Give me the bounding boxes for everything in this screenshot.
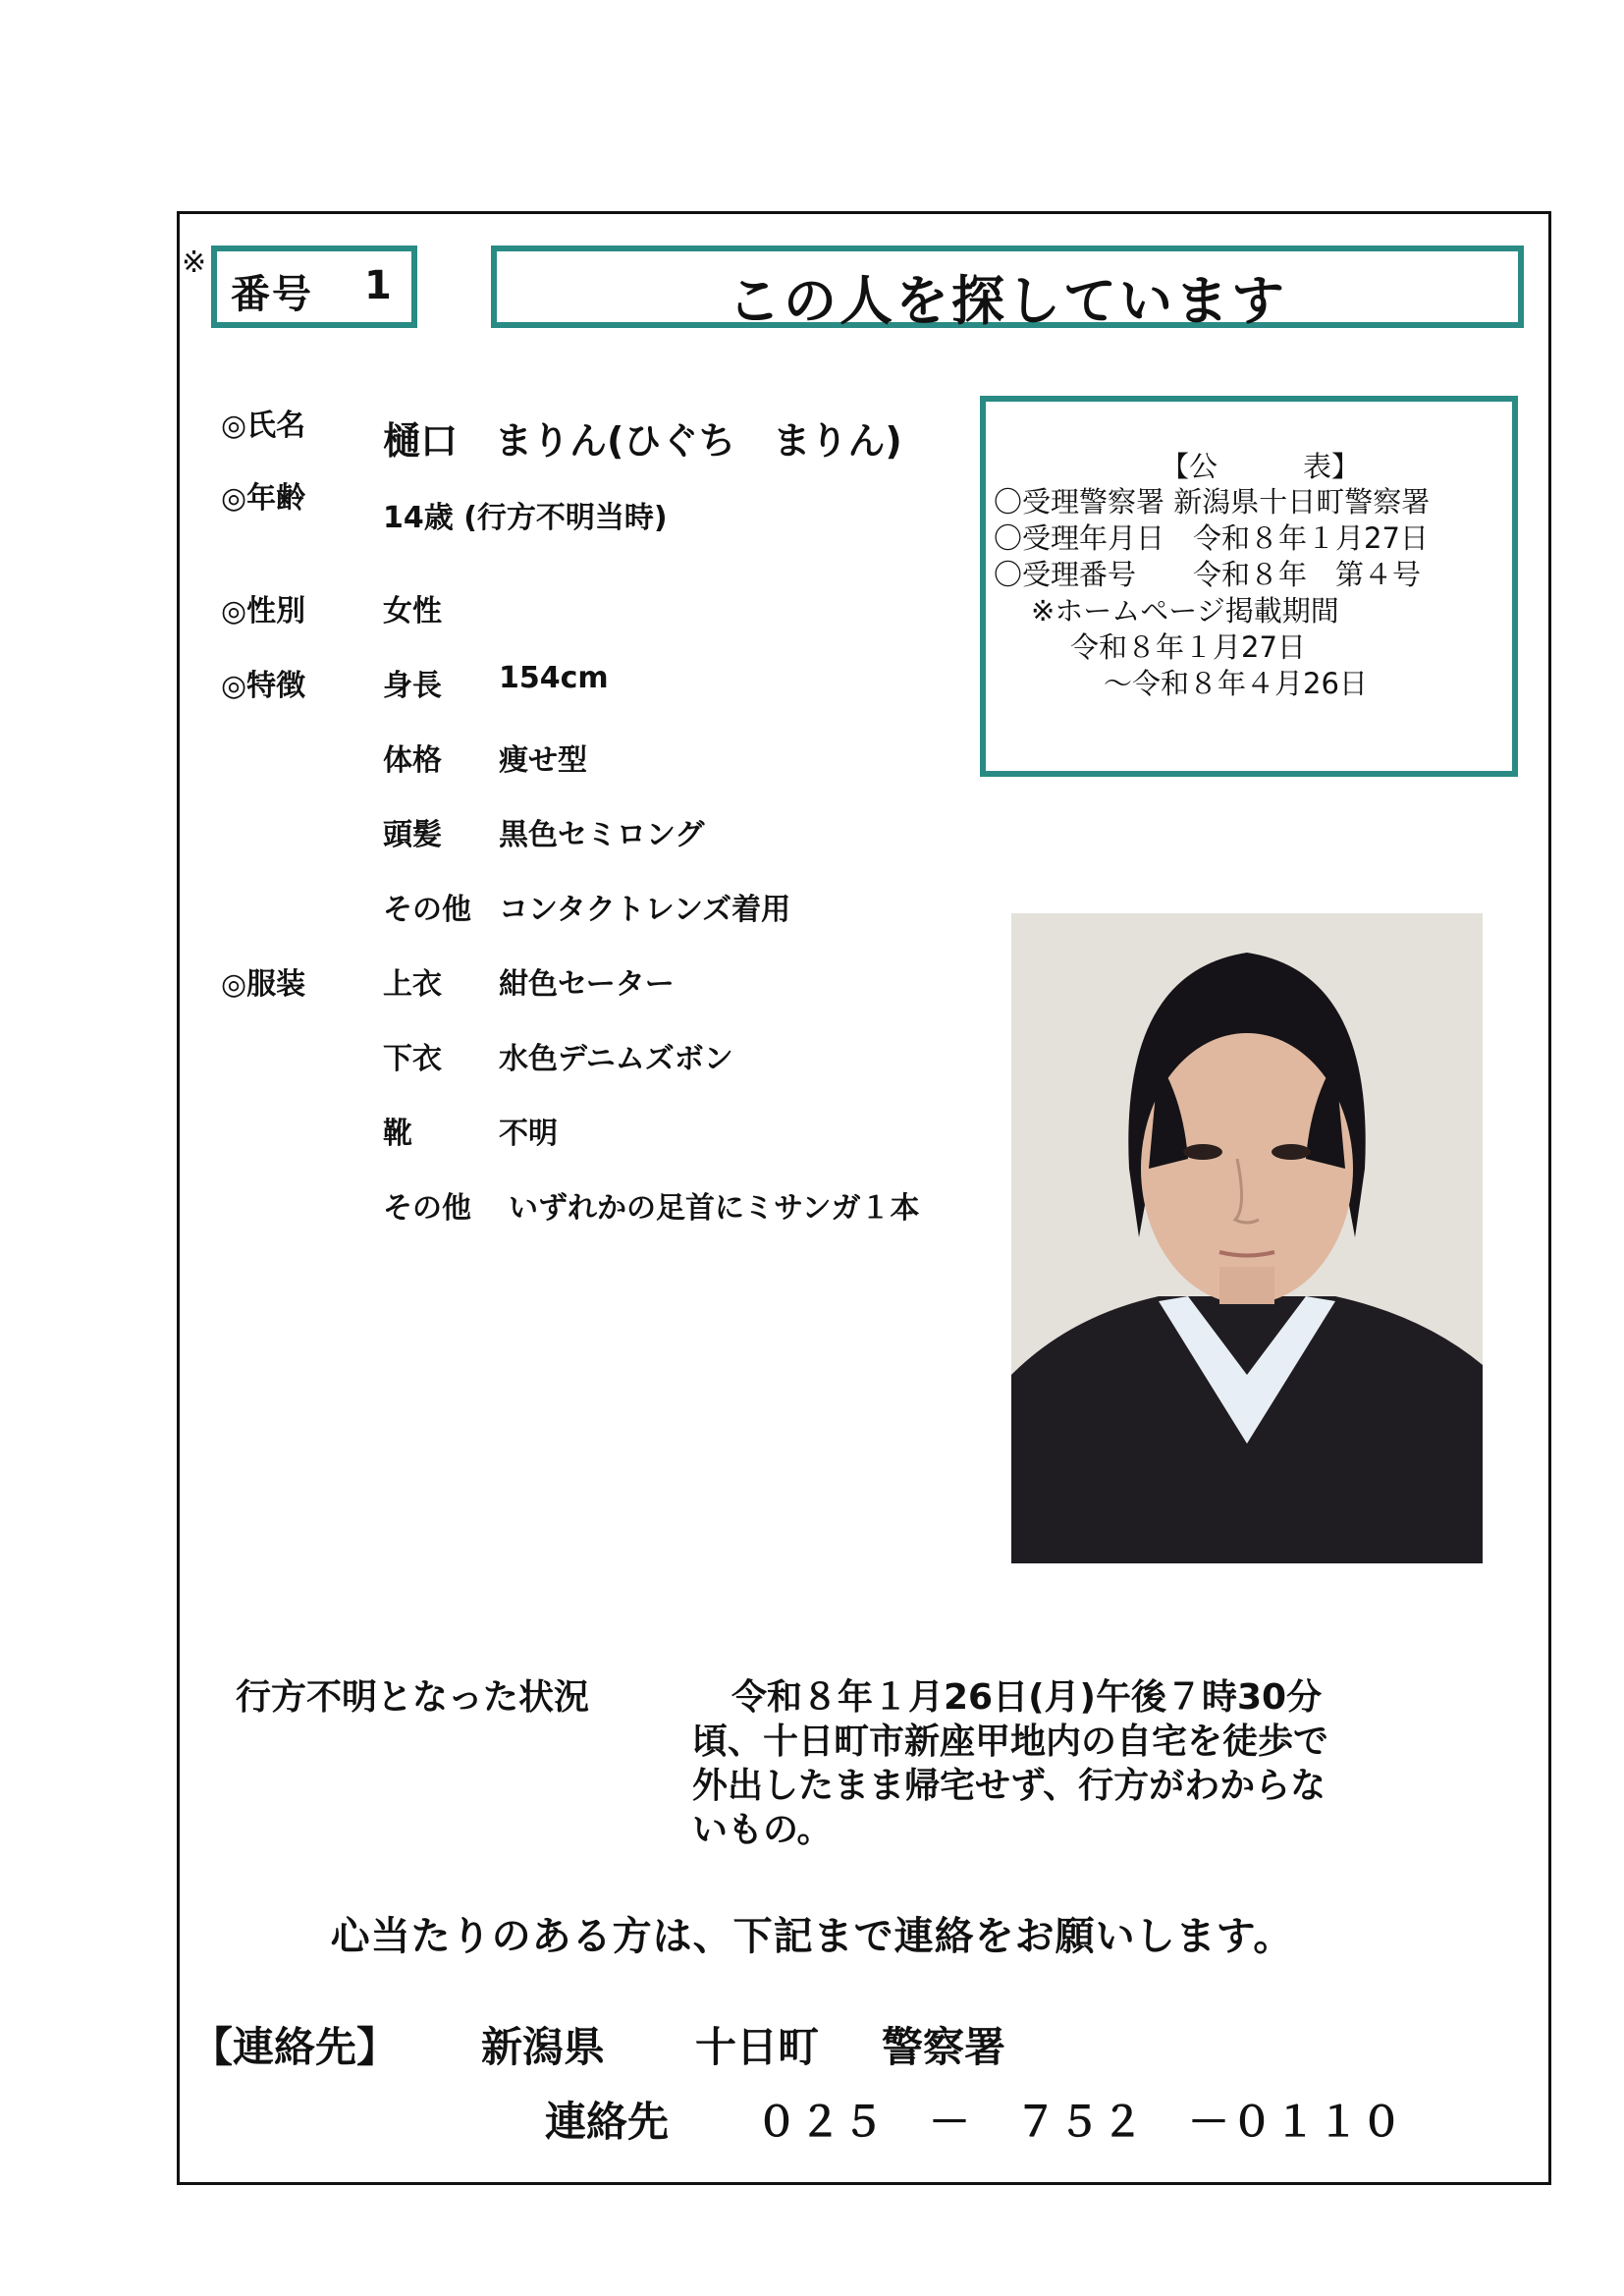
title-box [491,246,1524,332]
clothing-bottom-value: 水色デニムズボン [499,1042,733,1076]
situation-line: いもの。 [692,1810,833,1850]
phone-label: 連絡先 [545,2098,670,2146]
contact-prefecture: 新潟県 [481,2023,606,2071]
publication-box [980,396,1518,777]
feature-build-value: 痩せ型 [499,743,587,778]
situation-line: 外出したまま帰宅せず、行方がわからな [692,1766,1326,1806]
sex-label: ◎性別 [221,594,306,629]
publication-line: ※ホームページ掲載期間 [1031,594,1339,628]
clothing-bottom-label: 下衣 [383,1042,442,1076]
clothing-top-label: 上衣 [383,967,442,1002]
feature-hair-label: 頭髪 [383,818,442,852]
contact-label: 【連絡先】 [191,2023,399,2071]
feature-other-label: その他 [383,893,471,927]
publication-line: ～令和８年４月26日 [1104,667,1368,700]
publication-line: 〇受理年月日 令和８年１月27日 [994,521,1429,555]
clothing-other-label: その他 [383,1191,471,1226]
publication-heading: 【公 表】 [1161,450,1361,483]
publication-line: 〇受理警察署 新潟県十日町警察署 [994,485,1431,519]
phone-number: ０２５ － ７５２ －０１１０ [756,2098,1405,2146]
case-number-value: 1 [364,263,392,308]
name-value: 樋口 まりん(ひぐち まりん) [383,419,902,463]
age-value: 14歳 (行方不明当時) [383,501,668,535]
asterisk-mark: ※ [182,246,207,280]
feature-other-value: コンタクトレンズ着用 [499,893,791,927]
portrait-photo [1011,913,1483,1563]
clothing-top-value: 紺色セーター [499,967,675,1002]
feature-height-value: 154cm [499,661,609,695]
sex-value: 女性 [383,594,442,629]
feature-hair-value: 黒色セミロング [499,818,705,852]
clothing-shoes-label: 靴 [383,1117,412,1151]
contact-station: 警察署 [882,2023,1006,2071]
contact-town: 十日町 [695,2023,820,2071]
situation-label: 行方不明となった状況 [236,1677,590,1718]
feature-build-label: 体格 [383,743,442,778]
clothing-other-value: いずれかの足首にミサンガ１本 [509,1191,920,1226]
clothing-label: ◎服装 [221,967,306,1002]
case-number-label: 番号 [231,272,313,317]
features-label: ◎特徴 [221,669,306,703]
age-label: ◎年齢 [221,481,306,516]
appeal-text: 心当たりのある方は、下記まで連絡をお願いします。 [330,1914,1294,1959]
clothing-shoes-value: 不明 [499,1117,558,1151]
page-title: この人を探しています [728,270,1287,332]
situation-line: 令和８年１月26日(月)午後７時30分 [731,1677,1323,1718]
feature-height-label: 身長 [383,669,442,703]
publication-line: 令和８年１月27日 [1070,630,1306,664]
case-number-box [211,246,417,328]
name-label: ◎氏名 [221,409,306,443]
publication-line: 〇受理番号 令和８年 第４号 [994,558,1422,591]
situation-line: 頃、十日町市新座甲地内の自宅を徒歩で [692,1722,1329,1762]
